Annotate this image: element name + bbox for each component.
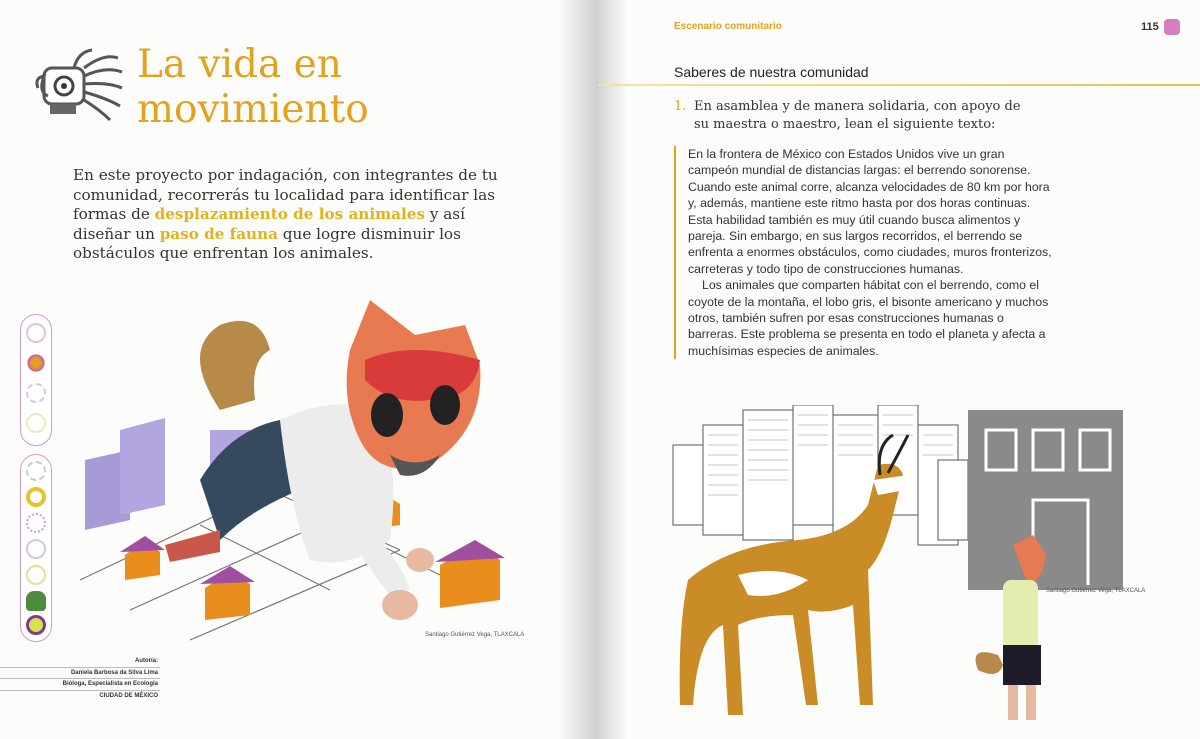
- author-place: CIUDAD DE MÉXICO: [99, 692, 158, 699]
- glyph-icon: [26, 383, 46, 403]
- glyph-icon: [26, 353, 46, 373]
- instruction: [674, 98, 1034, 134]
- gutter-shadow: [558, 0, 598, 739]
- glyph-icon: [26, 565, 46, 585]
- section-glyph-icon: [1164, 19, 1180, 35]
- intro-text: y así diseñar un: [73, 205, 465, 243]
- intro-text: En este proyecto por indagación, con integrantes de tu comunidad, recorrerás tu localidad para identificar las formas de: [73, 166, 498, 223]
- gutter-shadow: [598, 0, 628, 739]
- glyph-icon: [26, 487, 46, 507]
- illustration-credit: Santiago Gutiérrez Vega, TLAXCALA: [425, 632, 525, 638]
- section-label: Escenario comunitario: [674, 21, 782, 32]
- glyph-icon: [26, 591, 46, 611]
- authors-label: Autoría:: [135, 658, 158, 664]
- glyph-icon: [26, 323, 46, 343]
- divider: [598, 84, 1200, 86]
- author-name: Daniela Barbosa da Silva Lima: [70, 669, 158, 676]
- glyph-icon: [26, 413, 46, 433]
- side-glyph-strip: [20, 314, 52, 446]
- authors-block: [0, 656, 160, 701]
- page-number: 115: [1141, 21, 1159, 33]
- glyph-icon: [26, 615, 46, 635]
- stylized-creature-icon: [34, 48, 124, 124]
- side-glyph-strip: [20, 454, 52, 642]
- highlight-term: desplazamiento de los animales: [154, 205, 425, 223]
- illustration-credit: Santiago Gutiérrez Vega, TLAXCALA: [1046, 588, 1146, 594]
- illustration-pronghorn-city: [668, 405, 1128, 739]
- illustration-child-fox-mask: [70, 290, 540, 650]
- right-page: [598, 0, 1200, 739]
- intro-text: que logre disminuir los obstáculos que enfrentan los animales.: [73, 224, 461, 262]
- glyph-icon: [26, 461, 46, 481]
- glyph-icon: [26, 513, 46, 533]
- section-subtitle: Saberes de nuestra comunidad: [674, 64, 869, 80]
- reading-text: [674, 146, 1054, 359]
- page-title: La vida en movimiento: [137, 42, 369, 132]
- left-page: [0, 0, 598, 739]
- highlight-term: paso de fauna: [159, 224, 278, 243]
- intro-paragraph: [73, 166, 513, 264]
- instruction-text: En asamblea y de manera solidaria, con apoyo de su maestra o maestro, lean el siguiente texto:: [694, 99, 1021, 132]
- reading-paragraph: En la frontera de México con Estados Unidos vive un gran campeón mundial de distancias largas: el berrendo sonorense. Cuando este animal corre, alcanza velocidades de 80 km por hora y, además, mantiene este ritmo hasta por dos horas continuas. Esta habilidad también es muy útil cuando busca alimentos y pareja. Sin embargo, en sus largos recorridos, el berrendo se enfrenta a enormes obstáculos, como ciudades, muros fronterizos, carreteras y todo tipo de construcciones humanas.: [688, 147, 1052, 276]
- glyph-icon: [26, 539, 46, 559]
- reading-paragraph: Los animales que comparten hábitat con el berrendo, como el coyote de la montaña, el lobo gris, el bisonte americano y muchos otros, también sufren por esas construcciones humanas o barreras. Este problema se presenta en todo el planeta y afecta a muchísimas especies de animales.: [688, 278, 1049, 358]
- instruction-number: 1.: [674, 99, 687, 114]
- author-role: Bióloga, Especialista en Ecología: [62, 681, 158, 687]
